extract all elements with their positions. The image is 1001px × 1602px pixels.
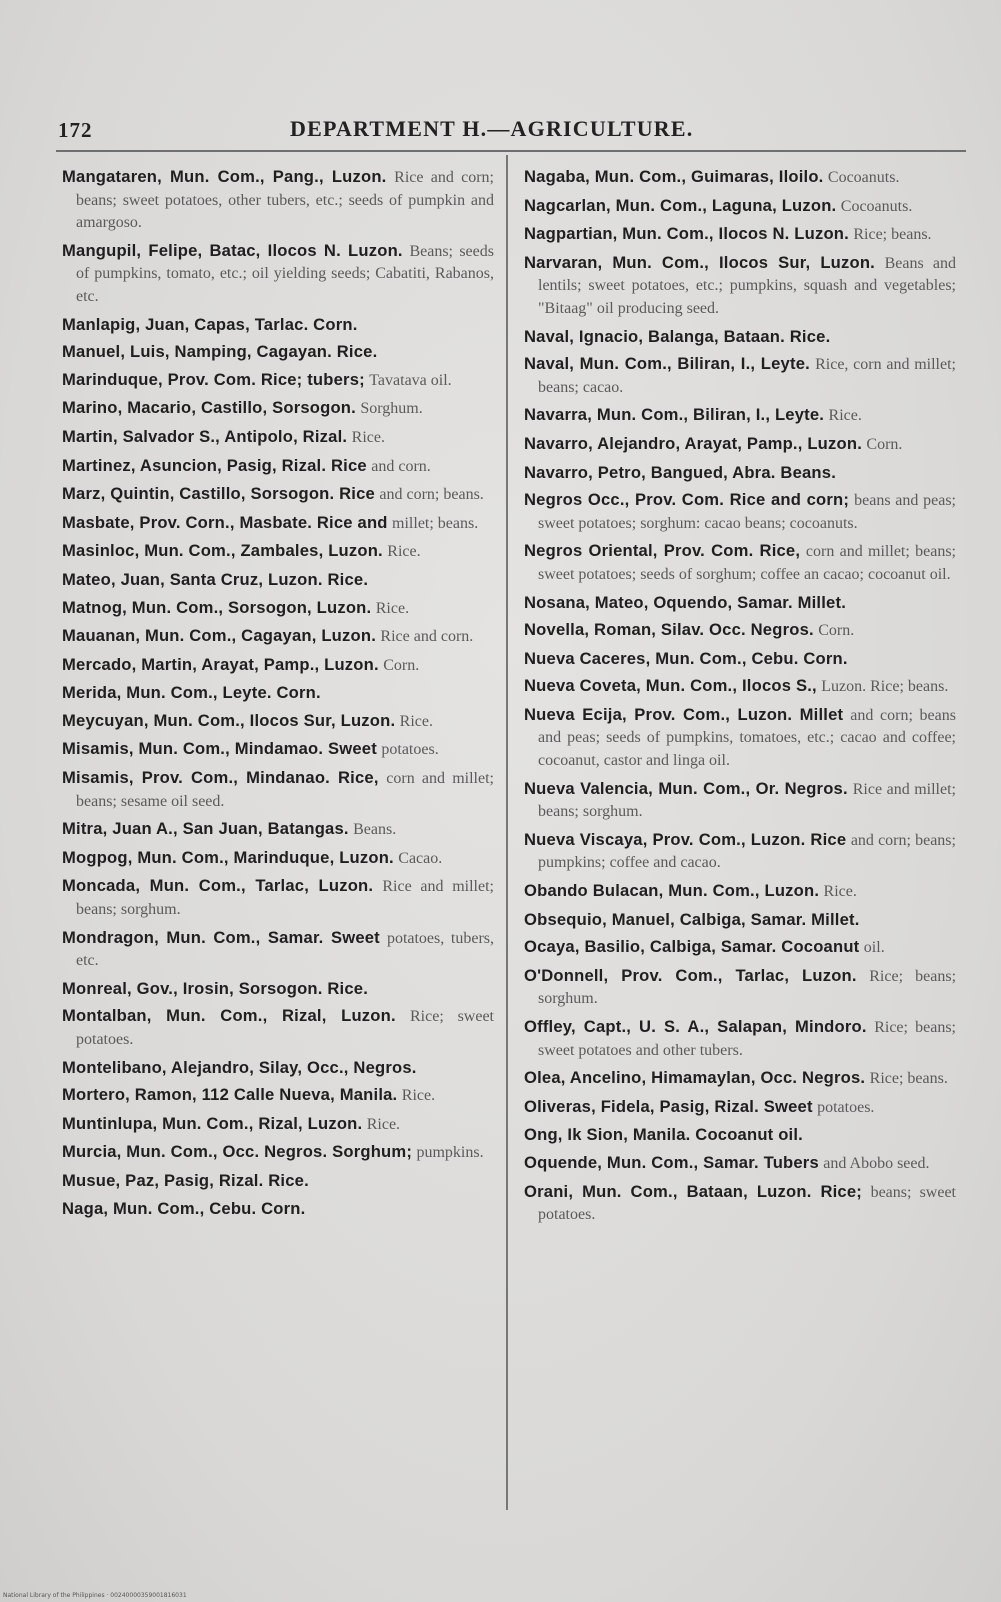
entry-heading: Matnog, Mun. Com., Sorsogon, Luzon. [62, 597, 372, 617]
entry-products: Rice; sweet potatoes. [76, 1008, 494, 1048]
directory-entry [524, 880, 956, 903]
directory-entry [62, 540, 494, 563]
directory-entry [62, 978, 494, 1000]
entry-heading: Merida, Mun. Com., Leyte. Corn. [62, 683, 321, 703]
entry-heading: Nueva Valencia, Mun. Com., Or. Negros. [524, 778, 848, 798]
directory-entry [62, 1198, 494, 1220]
entry-heading: Nagaba, Mun. Com., Guimaras, Iloilo. [524, 167, 824, 186]
entry-heading: Montelibano, Alejandro, Silay, Occ., Negros. [62, 1057, 417, 1077]
entry-heading: Navarro, Alejandro, Arayat, Pamp., Luzon. [524, 433, 863, 453]
entry-products: and corn; beans and peas; seeds of pumpkins, tomatoes, etc.; cacao and coffee; cocoanut, castor and linga oil. [538, 706, 956, 770]
entry-heading: Musue, Paz, Pasig, Rizal. Rice. [62, 1170, 309, 1190]
directory-entry [524, 965, 956, 1010]
directory-entry [524, 829, 956, 874]
directory-entry [62, 483, 494, 506]
entry-heading: Masbate, Prov. Corn., Masbate. Rice and [62, 512, 388, 532]
entry-products: oil. [863, 939, 885, 957]
entry-heading: Naval, Ignacio, Balanga, Bataan. Rice. [524, 326, 831, 346]
entry-products: Rice and millet; beans; sorghum. [76, 878, 494, 919]
directory-entry [62, 710, 494, 733]
directory-entry [62, 240, 494, 308]
entry-heading: Mondragon, Mun. Com., Samar. Sweet [62, 927, 380, 947]
directory-entry [524, 936, 956, 959]
header-rule [56, 150, 966, 152]
directory-entry [524, 675, 956, 698]
running-title: DEPARTMENT H.—AGRICULTURE. [290, 116, 694, 141]
entry-heading: Martinez, Asuncion, Pasig, Rizal. Rice [62, 455, 367, 475]
directory-entry [62, 767, 494, 812]
directory-entry [524, 1124, 956, 1146]
entry-products: Rice. [351, 428, 385, 446]
entry-products: and corn. [371, 457, 431, 475]
entry-products: Rice; beans. [869, 1070, 948, 1088]
entry-heading: Orani, Mun. Com., Bataan, Luzon. Rice; [524, 1181, 863, 1201]
entry-heading: Manuel, Luis, Namping, Cagayan. Rice. [62, 342, 378, 362]
entry-products: and Abobo seed. [823, 1154, 930, 1172]
entry-heading: Manlapig, Juan, Capas, Tarlac. Corn. [62, 314, 358, 334]
directory-entry [62, 1084, 494, 1107]
entry-heading: Ong, Ik Sion, Manila. Cocoanut oil. [524, 1125, 803, 1145]
entry-products: potatoes. [817, 1098, 875, 1116]
entry-products: Rice. [366, 1115, 401, 1133]
entry-products: Beans. [353, 821, 397, 839]
directory-entry [62, 1057, 494, 1079]
entry-products: Luzon. Rice; beans. [821, 678, 949, 696]
entry-heading: Murcia, Mun. Com., Occ. Negros. Sorghum; [62, 1142, 413, 1162]
entry-heading: Moncada, Mun. Com., Tarlac, Luzon. [62, 876, 374, 896]
entry-products: corn and millet; beans; sweet potatoes; seeds of sorghum; coffee an cacao; cocoanut oil. [538, 543, 956, 583]
entry-heading: Navarro, Petro, Bangued, Abra. Beans. [524, 462, 837, 482]
entry-products: beans; sweet potatoes. [538, 1183, 956, 1224]
directory-entry [62, 166, 494, 234]
entry-products: pumpkins. [416, 1144, 484, 1162]
entry-heading: Novella, Roman, Silav. Occ. Negros. [524, 620, 814, 640]
entry-heading: Misamis, Prov. Com., Mindanao. Rice, [62, 768, 379, 788]
entry-products: and corn; beans. [379, 486, 484, 504]
entry-heading: Negros Oriental, Prov. Com. Rice, [524, 541, 801, 561]
scan-credit: National Library of the Philippines · 00240000359001816031 [3, 1592, 187, 1599]
entry-heading: Nueva Ecija, Prov. Com., Luzon. Millet [524, 704, 844, 724]
entry-products: Tavatava oil. [369, 371, 452, 389]
directory-entry [62, 654, 494, 677]
entry-heading: Marino, Macario, Castillo, Sorsogon. [62, 398, 356, 418]
entry-heading: Oliveras, Fidela, Pasig, Rizal. Sweet [524, 1096, 813, 1116]
directory-entry [62, 738, 494, 761]
directory-entry [524, 353, 956, 398]
entry-heading: Offley, Capt., U. S. A., Salapan, Mindoro. [524, 1017, 867, 1036]
directory-entry [524, 1096, 956, 1119]
directory-entry [62, 512, 494, 535]
entry-heading: Marz, Quintin, Castillo, Sorsogon. Rice [62, 484, 375, 504]
entry-products: Rice and corn; beans; sweet potatoes, other tubers, etc.; seeds of pumpkin and amargoso. [76, 169, 495, 232]
entry-heading: Masinloc, Mun. Com., Zambales, Luzon. [62, 541, 383, 561]
entry-heading: Meycuyan, Mun. Com., Ilocos Sur, Luzon. [62, 710, 396, 730]
entry-heading: Narvaran, Mun. Com., Ilocos Sur, Luzon. [524, 252, 875, 272]
entry-heading: Navarra, Mun. Com., Biliran, I., Leyte. [524, 405, 825, 425]
directory-entry [62, 847, 494, 870]
directory-entry [62, 597, 494, 620]
entry-heading: O'Donnell, Prov. Com., Tarlac, Luzon. [524, 965, 857, 985]
directory-entry [524, 592, 956, 614]
directory-entry [524, 252, 956, 320]
entry-products: Rice, corn and millet; beans; cacao. [538, 356, 956, 396]
entry-products: Rice; beans; sweet potatoes and other tubers. [538, 1019, 956, 1059]
directory-entry [524, 404, 956, 427]
entry-products: Beans and lentils; sweet potatoes, etc.; pumpkins, squash and vegetables; "Bitaag" oil producing seed. [538, 254, 956, 317]
entry-heading: Montalban, Mun. Com., Rizal, Luzon. [62, 1006, 396, 1026]
directory-entry [62, 426, 494, 449]
right-column [524, 166, 956, 1232]
directory-entry [62, 1141, 494, 1164]
entry-products: beans and peas; sweet potatoes; sorghum: cacao beans; cocoanuts. [538, 492, 956, 532]
entry-products: Beans; seeds of pumpkins, tomato, etc.; oil yielding seeds; Cabatiti, Rabanos, etc. [76, 242, 494, 305]
column-divider [506, 155, 508, 1510]
directory-entry [62, 875, 494, 920]
entry-heading: Nagcarlan, Mun. Com., Laguna, Luzon. [524, 195, 837, 215]
entry-heading: Obsequio, Manuel, Calbiga, Samar. Millet. [524, 909, 860, 929]
entry-products: Cacao. [398, 849, 443, 867]
entry-products: Cocoanuts. [827, 169, 900, 186]
entry-heading: Nagpartian, Mun. Com., Ilocos N. Luzon. [524, 224, 849, 244]
entry-products: Rice. [375, 599, 410, 617]
directory-entry [524, 462, 956, 484]
directory-entry [62, 1170, 494, 1192]
directory-entry [524, 704, 956, 772]
entry-heading: Naval, Mun. Com., Biliran, I., Leyte. [524, 354, 810, 374]
directory-entry [524, 195, 956, 218]
directory-entry [524, 326, 956, 348]
entry-products: Rice; beans; sorghum. [538, 967, 957, 1008]
entry-heading: Mangataren, Mun. Com., Pang., Luzon. [62, 167, 387, 186]
directory-entry [524, 540, 956, 585]
entry-heading: Mauanan, Mun. Com., Cagayan, Luzon. [62, 626, 377, 646]
directory-entry [524, 1152, 956, 1175]
directory-entry [62, 682, 494, 704]
entry-heading: Olea, Ancelino, Himamaylan, Occ. Negros. [524, 1068, 866, 1088]
directory-entry [524, 1016, 956, 1061]
directory-entry [62, 341, 494, 363]
directory-entry [524, 166, 956, 189]
directory-entry [524, 1067, 956, 1090]
entry-heading: Nueva Viscaya, Prov. Com., Luzon. Rice [524, 829, 847, 849]
directory-entry [524, 1181, 956, 1226]
entry-products: corn and millet; beans; sesame oil seed. [76, 770, 494, 810]
entry-heading: Naga, Mun. Com., Cebu. Corn. [62, 1198, 306, 1218]
entry-products: Corn. [866, 435, 903, 453]
entry-products: Rice. [399, 712, 433, 730]
entry-products: Rice and millet; beans; sorghum. [538, 780, 956, 821]
directory-entry [62, 314, 494, 336]
entry-heading: Muntinlupa, Mun. Com., Rizal, Luzon. [62, 1113, 363, 1133]
entry-heading: Mitra, Juan A., San Juan, Batangas. [62, 819, 349, 839]
entry-products: Rice. [828, 407, 862, 425]
entry-heading: Oquende, Mun. Com., Samar. Tubers [524, 1152, 819, 1172]
entry-heading: Mercado, Martin, Arayat, Pamp., Luzon. [62, 654, 379, 674]
entry-products: Corn. [383, 656, 420, 674]
entry-heading: Nosana, Mateo, Oquendo, Samar. Millet. [524, 592, 847, 612]
entry-heading: Obando Bulacan, Mun. Com., Luzon. [524, 881, 820, 901]
directory-entry [524, 778, 956, 823]
entry-products: Rice. [401, 1087, 436, 1105]
directory-entry [62, 927, 494, 972]
entry-products: Rice; beans. [853, 226, 932, 244]
entry-heading: Ocaya, Basilio, Calbiga, Samar. Cocoanut [524, 937, 860, 957]
entry-products: Rice and corn. [380, 628, 474, 646]
entry-heading: Mateo, Juan, Santa Cruz, Luzon. Rice. [62, 569, 369, 589]
entry-products: potatoes. [381, 741, 439, 759]
directory-entry [62, 455, 494, 478]
page-number: 172 [58, 118, 93, 142]
directory-entry [524, 909, 956, 931]
directory-entry [524, 619, 956, 642]
entry-heading: Monreal, Gov., Irosin, Sorsogon. Rice. [62, 978, 369, 998]
entry-products: millet; beans. [392, 514, 479, 532]
entry-heading: Marinduque, Prov. Com. Rice; tubers; [62, 369, 365, 389]
entry-heading: Mangupil, Felipe, Batac, Ilocos N. Luzon. [62, 240, 403, 260]
directory-entry [524, 223, 956, 246]
directory-entry [62, 369, 494, 392]
directory-entry [62, 569, 494, 591]
left-column [62, 166, 494, 1225]
directory-entry [524, 433, 956, 456]
directory-entry [62, 818, 494, 841]
directory-entry [62, 1005, 494, 1050]
entry-products: Rice. [823, 883, 857, 901]
entry-products: potatoes, tubers, etc. [76, 929, 494, 970]
directory-entry [524, 648, 956, 670]
directory-entry [62, 625, 494, 648]
entry-heading: Mortero, Ramon, 112 Calle Nueva, Manila. [62, 1085, 398, 1105]
entry-heading: Misamis, Mun. Com., Mindamao. Sweet [62, 739, 377, 759]
entry-products: Sorghum. [360, 400, 423, 418]
entry-heading: Nueva Coveta, Mun. Com., Ilocos S., [524, 676, 817, 696]
entry-heading: Negros Occ., Prov. Com. Rice and corn; [524, 490, 850, 510]
entry-heading: Nueva Caceres, Mun. Com., Cebu. Corn. [524, 648, 848, 668]
entry-products: and corn; beans; pumpkins; coffee and cacao. [538, 831, 956, 872]
entry-heading: Martin, Salvador S., Antipolo, Rizal. [62, 426, 348, 446]
directory-entry [524, 489, 956, 534]
directory-entry [62, 1113, 494, 1136]
entry-heading: Mogpog, Mun. Com., Marinduque, Luzon. [62, 847, 394, 867]
entry-products: Rice. [387, 543, 421, 561]
entry-products: Corn. [818, 622, 855, 640]
directory-entry [62, 397, 494, 420]
entry-products: Cocoanuts. [840, 197, 913, 215]
